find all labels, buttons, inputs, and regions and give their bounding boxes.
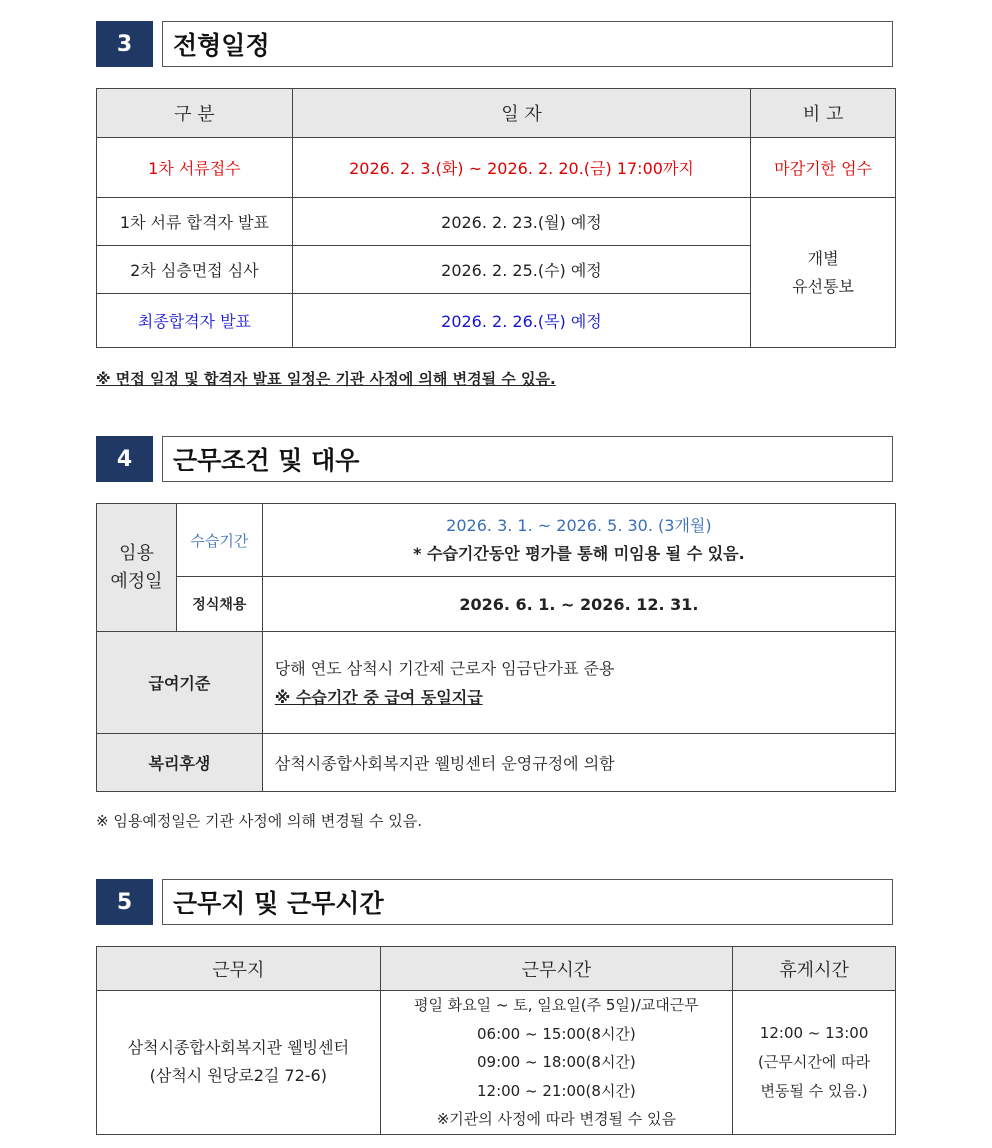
probation-cell [262, 504, 895, 577]
column-header: 일 자 [292, 89, 750, 138]
regular-label: 정식채용 [176, 577, 262, 632]
column-header: 근무지 [97, 947, 381, 991]
table-row [97, 504, 896, 577]
hours-line: 12:00 ~ 21:00(8시간) [476, 1081, 636, 1100]
row-label: 1차 서류접수 [97, 138, 293, 198]
column-header: 근무시간 [380, 947, 733, 991]
hours-line: 06:00 ~ 15:00(8시간) [476, 1024, 636, 1043]
remark-line: 유선통보 [792, 276, 854, 296]
break-line: 12:00 ~ 13:00 [759, 1023, 869, 1042]
section-3-header [96, 21, 893, 67]
row-date: 2026. 2. 3.(화) ~ 2026. 2. 20.(금) 17:00까지 [292, 138, 750, 198]
column-header: 휴게시간 [733, 947, 896, 991]
regular-period: 2026. 6. 1. ~ 2026. 12. 31. [262, 577, 895, 632]
column-header: 비 고 [751, 89, 896, 138]
break-line: (근무시간에 따라 [758, 1052, 871, 1071]
section-number: 3 [96, 21, 153, 67]
conditions-table [96, 503, 896, 792]
welfare-label: 복리후생 [97, 734, 263, 792]
salary-label: 급여기준 [97, 632, 263, 734]
salary-note: ※ 수습기간 중 급여 동일지급 [274, 687, 483, 707]
workplace-address: (삼척시 원당로2길 72-6) [149, 1066, 327, 1086]
conditions-note: ※ 임용예정일은 기관 사정에 의해 변경될 수 있음. [96, 812, 423, 830]
salary-text: 당해 연도 삼척시 기간제 근로자 임금단가표 준용 [274, 658, 615, 678]
row-label: 최종합격자 발표 [97, 294, 293, 348]
section-number: 5 [96, 879, 153, 925]
row-date: 2026. 2. 26.(목) 예정 [292, 294, 750, 348]
hours-line: 평일 화요일 ~ 토, 일요일(주 5일)/교대근무 [413, 996, 699, 1014]
break-cell [733, 991, 896, 1135]
probation-label: 수습기간 [176, 504, 262, 577]
break-line: 변동될 수 있음.) [760, 1081, 868, 1100]
row-label: 1차 서류 합격자 발표 [97, 198, 293, 246]
remark-line: 개별 [807, 248, 839, 268]
salary-cell [262, 632, 895, 734]
section-title: 근무지 및 근무시간 [162, 879, 893, 925]
section-title: 전형일정 [162, 21, 893, 67]
workplace-cell [97, 991, 381, 1135]
section-4-header [96, 436, 893, 482]
appoint-label-line: 예정일 [110, 570, 163, 592]
probation-period: 2026. 3. 1. ~ 2026. 5. 30. (3개월) [446, 516, 712, 535]
appoint-label [97, 504, 177, 632]
section-number: 4 [96, 436, 153, 482]
table-header-row [97, 947, 896, 991]
remark-group [751, 198, 896, 348]
table-row [97, 198, 896, 246]
table-row [97, 138, 896, 198]
hours-cell [380, 991, 733, 1135]
row-date: 2026. 2. 23.(월) 예정 [292, 198, 750, 246]
schedule-table [96, 88, 896, 348]
row-remark: 마감기한 엄수 [751, 138, 896, 198]
column-header: 구 분 [97, 89, 293, 138]
table-row [97, 734, 896, 792]
welfare-text: 삼척시종합사회복지관 웰빙센터 운영규정에 의함 [262, 734, 895, 792]
row-date: 2026. 2. 25.(수) 예정 [292, 246, 750, 294]
hours-line: 09:00 ~ 18:00(8시간) [476, 1053, 636, 1071]
workplace-name: 삼척시종합사회복지관 웰빙센터 [127, 1038, 350, 1058]
workplace-table [96, 946, 896, 1135]
section-5-header [96, 879, 893, 925]
hours-line: ※기관의 사정에 따라 변경될 수 있음 [436, 1110, 677, 1128]
probation-note: * 수습기간동안 평가를 통해 미임용 될 수 있음. [413, 544, 745, 563]
table-row [97, 632, 896, 734]
row-label: 2차 심층면접 심사 [97, 246, 293, 294]
table-row [97, 991, 896, 1135]
table-header-row [97, 89, 896, 138]
schedule-note: ※ 면접 일정 및 합격자 발표 일정은 기관 사정에 의해 변경될 수 있음. [96, 370, 556, 388]
table-row [97, 577, 896, 632]
section-title: 근무조건 및 대우 [162, 436, 893, 482]
appoint-label-line: 임용 [119, 542, 154, 564]
